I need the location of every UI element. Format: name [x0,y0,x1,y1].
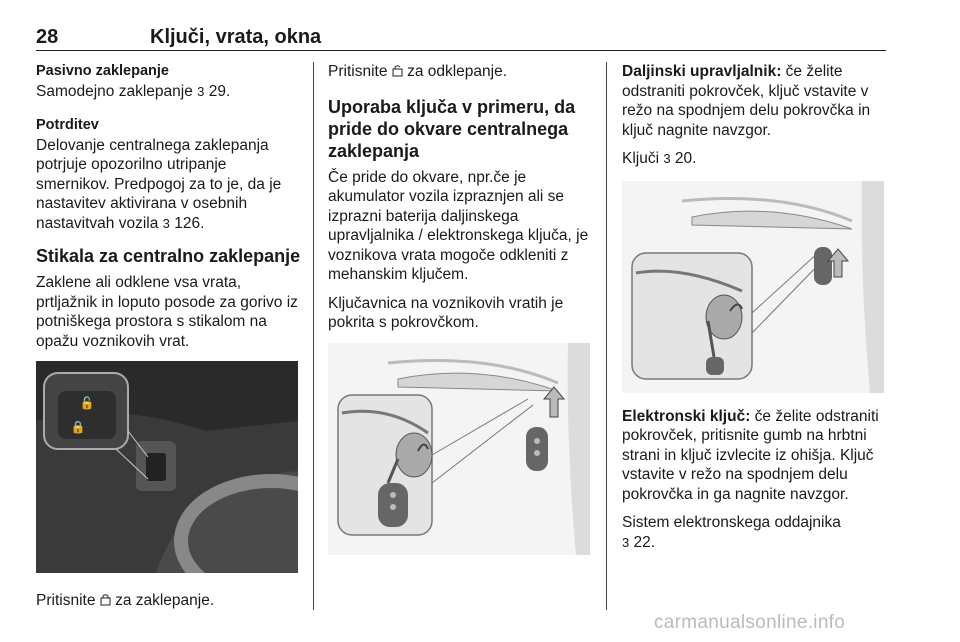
paragraph: Pritisnite za zaklepanje. [36,592,215,609]
paragraph: Če pride do okvare, npr.če je akumulator vozila izpraznjen ali se izprazni baterija daljinskega upravljalnika / elektronskega ključa, je voznikova vrata mogoče odkleniti z mehanskim ključem. [328,168,589,283]
remote-key-cap-illustration [622,181,884,393]
svg-text:🔒: 🔒 [70,420,86,434]
page-reference-icon: 3 [622,534,630,550]
paragraph: Samodejno zaklepanje 3 29. [36,82,231,100]
paragraph: Pritisnite za odklepanje. [328,63,508,80]
page-reference[interactable]: 126. [174,214,205,232]
paragraph: Zaklene ali odklene vsa vrata, prtljažnik in loputo posode za gorivo iz potniškega prostora s stikalom na opažu voznikovih vrat. [36,274,298,350]
svg-text:🔓: 🔓 [79,396,95,410]
paragraph: Ključi 3 20. [622,150,697,167]
section-heading: Potrditev [36,117,99,133]
unlock-icon [392,64,403,77]
column-left [36,62,301,620]
column-divider [313,62,314,610]
door-handle-key-illustration [328,343,590,555]
paragraph: Sistem elektronskega oddajnika 3 22. [622,514,841,551]
column-right [622,62,887,561]
column-middle [328,62,593,569]
page-number: 28 [36,26,59,48]
page-reference[interactable]: 22. [633,533,656,551]
section-heading: Stikala za centralno zaklepanje [36,246,301,266]
page-header [36,22,886,51]
column-divider [606,62,607,610]
page-reference-icon: 3 [162,215,170,231]
paragraph: Daljinski upravljalnik: če želite odstraniti pokrovček, ključ vstavite v režo na spodnjem delu pokrovčka in ključ nagnite navzgor. [622,63,871,139]
page-reference-icon: 3 [663,151,671,166]
page-reference[interactable]: 20. [674,150,697,167]
paragraph: Elektronski ključ: če želite odstraniti pokrovček, pritisnite gumb na hrbtni strani in ključ izvlecite iz ohišja. Ključ vstavite v režo na spodnjem delu pokrovčka in ga nagnite navzgor. [622,407,879,503]
page-reference-icon: 3 [197,83,205,99]
paragraph: Delovanje centralnega zaklepanja potrjuje opozorilno utripanje smernikov. Predpogoj za to je, da je nastavitev aktivirana v osebnih nastavitvah vozila 3 126. [36,136,282,232]
lock-icon [100,593,111,606]
watermark: carmanualsonline.info [654,612,846,633]
chapter-title: Ključi, vrata, okna [150,26,322,48]
section-heading: Uporaba ključa v primeru, da pride do okvare centralnega zaklepanja [328,96,576,161]
page-reference[interactable]: 29. [208,82,231,100]
door-switch-illustration [36,361,298,573]
section-heading: Pasivno zaklepanje [36,63,169,79]
paragraph: Ključavnica na voznikovih vratih je pokrita s pokrovčkom. [328,294,564,331]
